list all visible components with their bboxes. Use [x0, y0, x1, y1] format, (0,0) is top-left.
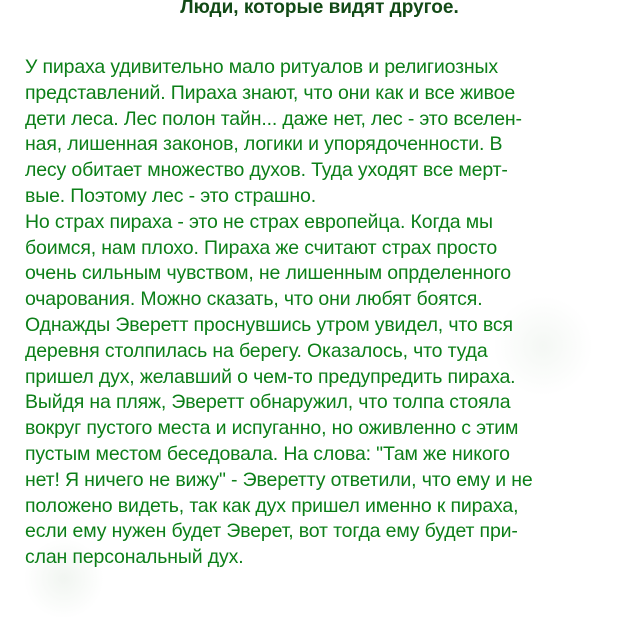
- text-line: если ему нужен будет Эверет, вот тогда ему будет при-: [25, 520, 518, 543]
- text-line: очарования. Можно сказать, что они любят боятся.: [25, 288, 483, 311]
- text-line: дети леса. Лес полон тайн... даже нет, лес - это вселен-: [25, 107, 522, 130]
- text-line: Однажды Эверетт проснувшись утром увидел, что вся: [25, 313, 513, 336]
- article-body: [25, 55, 639, 571]
- text-line: вые. Поэтому лес - это страшно.: [25, 184, 316, 207]
- text-line: нет! Я ничего не вижу" - Эверетту ответили, что ему и не: [25, 468, 533, 491]
- article-title: Люди, которые видят другое.: [180, 0, 459, 18]
- text-line: пустым местом беседовала. На слова: "Там же никого: [25, 442, 510, 465]
- text-line: лесу обитает множество духов. Туда уходят все мерт-: [25, 159, 508, 182]
- text-line: пришел дух, желавший о чем-то предупредить пираха.: [25, 365, 516, 388]
- text-line: ная, лишенная законов, логики и упорядоченности. В: [25, 133, 503, 156]
- text-line: положено видеть, так как дух пришел именно к пираха,: [25, 494, 519, 517]
- text-line: вокруг пустого места и испуганно, но оживленно с этим: [25, 417, 519, 440]
- text-line: Выйдя на пляж, Эверетт обнаружил, что толпа стояла: [25, 391, 511, 414]
- text-line: деревня столпилась на берегу. Оказалось, что туда: [25, 339, 488, 362]
- text-line: У пираха удивительно мало ритуалов и религиозных: [25, 56, 498, 78]
- text-line: боимся, нам плохо. Пираха же считают страх просто: [25, 236, 498, 259]
- text-line: слан персональный дух.: [25, 546, 244, 569]
- text-line: представлений. Пираха знают, что они как и все живое: [25, 81, 516, 104]
- text-line: Но страх пираха - это не страх европейца. Когда мы: [25, 210, 493, 233]
- text-line: очень сильным чувством, не лишенным опрделенного: [25, 262, 511, 285]
